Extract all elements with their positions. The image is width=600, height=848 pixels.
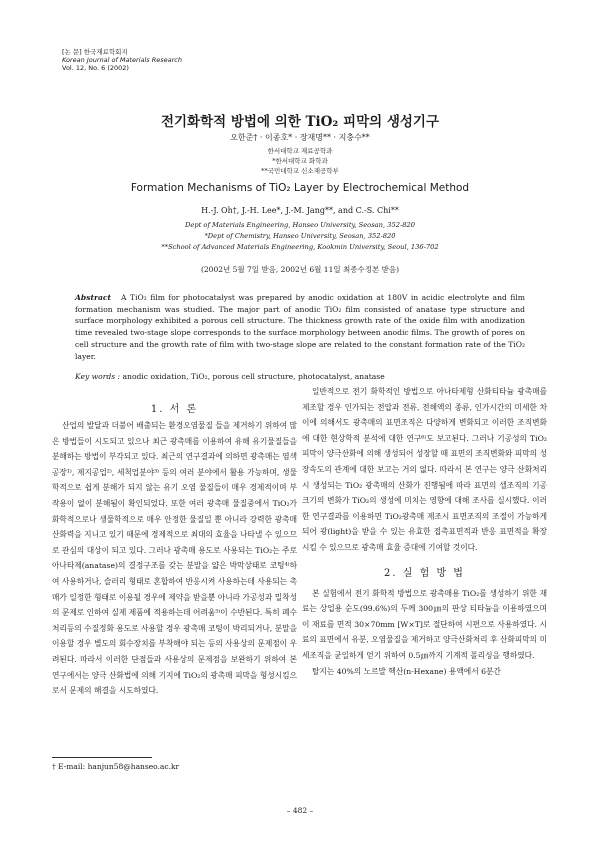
korean-title: 전기화학적 방법에 의한 TiO₂ 피막의 생성기구 [160,114,440,130]
abstract-text: A TiO₂ film for photocatalyst was prepared by anodic oxidation at 180V in acidic electrolyte and film formation mechanism was studied. The major part of anodic TiO₂ film consisted of anatase type structure and surface morphology exhibited a porous cell structure. The thickness growth rate of the oxide film with anodization time revealed two-stage slope corresponds to the surface morphology between anodic films. The growth of pores on cell structure and the growth rate of film with two-stage slope are related to the constant formation rate of the TiO₂ layer. [75,293,525,361]
methods-paragraph: 본 실험에서 전기 화학적 방법으로 광촉매용 TiO₂를 생성하기 위한 재료는 상업용 순도(99.6%)의 두께 300㎛의 판상 티타늄을 이용하였으며 이 재료를 면적 30×70mm [W×T]로 절단하여 시편으로 사용하였다. 시료의 표면에서 유분, 오염물질을 제거하고 양극산화처리 후 산화피막의 미세조직을 균일하게 얻기 위하여 0.5㎛까지 기계적 폴리싱을 행하였다. [302,588,547,660]
english-affiliation: Dept of Materials Engineering, Hanseo University, Seosan, 352-820 [185,221,415,229]
korean-affiliation: **국민대학교 신소재공학부 [261,167,339,175]
english-affiliation: *Dept of Chemistry, Hanseo University, Seosan, 352-820 [204,232,396,240]
received-dates: (2002년 5월 7일 받음, 2002년 6월 11일 최종수정본 받음) [200,265,399,274]
korean-affiliation: *한서대학교 화학과 [272,157,328,165]
english-title: Formation Mechanisms of TiO₂ Layer by Electrochemical Method [130,182,470,194]
journal-volume: Vol. 12, No. 6 (2002) [62,64,129,72]
keywords-text: anodic oxidation, TiO₂, porous cell structure, photocatalyst, anatase [122,372,385,381]
korean-affiliations [0,146,600,176]
methods-paragraph: 탈지는 40%의 노르말 헥산(n-Hexane) 용액에서 6분간 [312,666,501,676]
left-column [52,402,297,699]
section-heading-methods: 2. 실 험 방 법 [384,567,465,579]
abstract [75,292,525,362]
abstract-label: Abstract [75,293,112,302]
intro-paragraph: 일반적으로 전기 화학적인 방법으로 아나타제형 산화티타늄 광촉매를 제조할 경우 인가되는 전압과 전류, 전해액의 종류, 인가시간의 미세한 차이에 의해서도 광촉매의 표면조직은 다양하게 변화되고 이러한 조직변화에 대한 현상학적 분석에 대한 연구⁶⁾도 보고된다. 그러나 기공성의 TiO₂ 피막이 양극산화에 의해 생성되어 성장할 때 표면의 조직변화와 피막의 성장속도의 관계에 대한 보고는 거의 없다. 따라서 본 연구는 양극 산화처리 시 생성되는 TiO₂ 광촉매의 산화가 진행됨에 따라 표면의 셀조직의 기공크기의 변화가 TiO₂의 생성에 미치는 영향에 대해 조사를 실시했다. 이러한 연구결과를 이용하면 TiO₂광촉매 제조시 표면조직의 조절이 가능하게 되어 광(light)을 받을 수 있는 유효한 접촉표면적과 반응 표면적을 확장시킬 수 있으므로 광촉매 효율 증대에 기여할 것이다. [302,387,547,552]
page-number: – 482 – [286,806,314,815]
keywords-label: Key words : [75,372,121,381]
right-column [302,384,547,679]
english-authors: H.-J. Oh†, J.-H. Lee*, J.-M. Jang**, and C.-S. Chi** [201,206,399,215]
footnote-email: † E-mail: hanjun58@hanseo.ac.kr [52,762,180,771]
intro-paragraph: 산업의 발달과 더불어 배출되는 환경오염물질 들을 제거하기 위하여 많은 방법들이 시도되고 있으나 최근 광촉매를 이용하여 유해 유기물질들을 분해하는 방법이 부각되고 있다. 최근의 연구결과에 의하면 광촉매는 염색공장¹⁾, 제지공업²⁾, 세척업분야³⁾ 등의 여러 분야에서 활용 가능하며, 생물학적으로 쉽게 분해가 되지 않는 유기 오염 물질들이 매우 경제적이며 부작용이 없이 분해됨이 확인되었다. 또한 여러 광촉매 물질중에서 TiO₂가 화학적으로나 생물학적으로 매우 안정한 물질일 뿐 아니라 강력한 광촉매 산화력을 지니고 있기 때문에 경제적으로 최대의 효율을 나타낼 수 있으므로 관심의 대상이 되고 있다. 그러나 광촉매 용도로 사용되는 TiO₂는 주로 아나타제(anatase)의 결정구조를 갖는 분말을 얇은 박막상태로 코팅⁴⁾하여 사용하거나, 슬러리 형태로 혼합하여 반응시켜 사용하는데 사용되는 촉매가 일정한 형태로 이용될 경우에 제약을 받을뿐 아니라 가공성과 밀착성의 문제로 인하여 실제 제품에 적용하는데 어려움⁵⁾이 수반된다. 특히 폐수 처리등의 수질정화 용도로 사용할 경우 광촉매 코팅이 박리되거나, 분말을 이용할 경우 별도의 회수장치를 부착해야 되는 등의 사용상의 문제점이 우려된다. 따라서 이러한 단점들과 사용상의 문제점을 보완하기 위하여 본 연구에서는 양극 산화법에 의해 기지에 TiO₂의 광촉매 피막을 형성시킴으로서 문제의 해결을 시도하였다. [52,421,297,696]
journal-header [62,48,182,72]
keywords [75,372,525,381]
english-affiliation: **School of Advanced Materials Engineering, Kookmin University, Seoul, 136-702 [161,243,439,251]
journal-name-english: Korean Journal of Materials Research [62,56,182,64]
korean-affiliation: 한서대학교 재료공학과 [267,147,333,155]
english-affiliations [0,220,600,253]
korean-authors: 오한준† · 이종호* · 장재명** · 지충수** [230,133,370,142]
section-heading-introduction: 1. 서 론 [150,404,199,415]
footnote-rule [52,757,152,758]
journal-name-korean: [논 문] 한국재료학회지 [62,48,128,56]
